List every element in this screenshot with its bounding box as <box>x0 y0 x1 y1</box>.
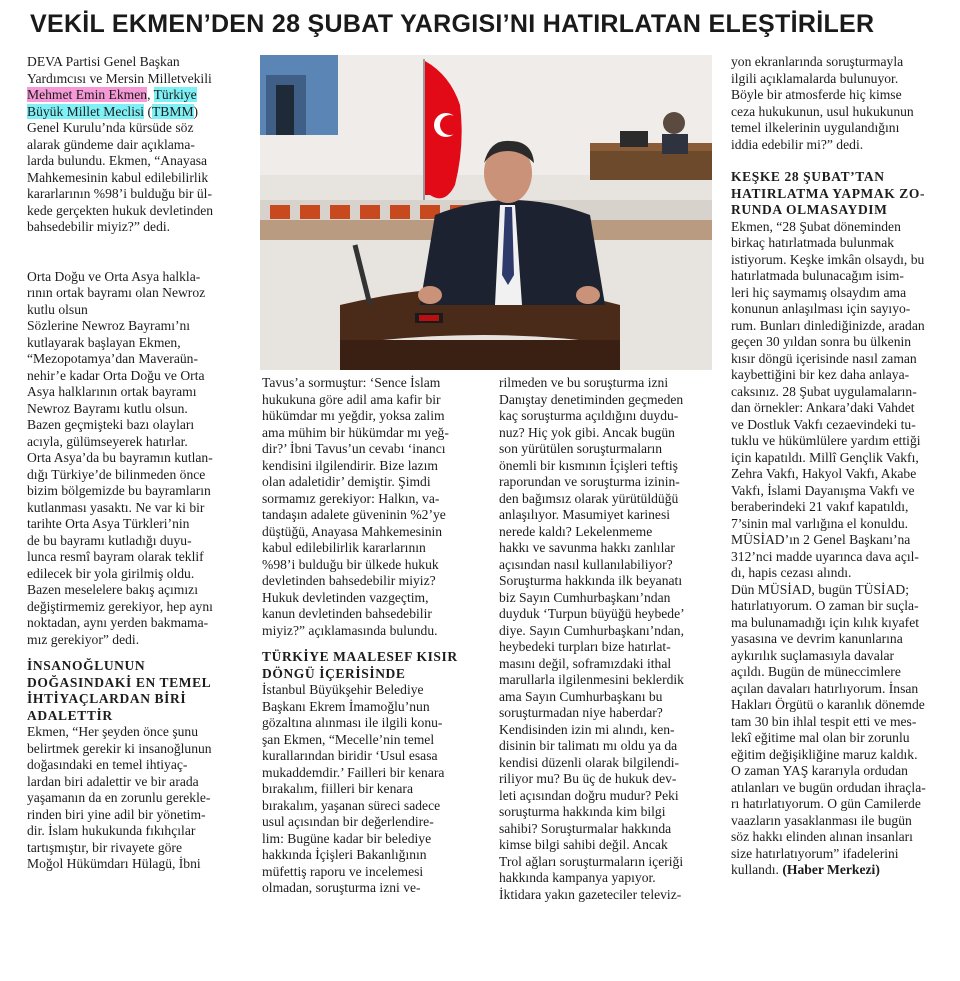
text-line: den bağımsız olarak yürütüldüğü <box>499 490 679 506</box>
text-line: sormamız gerekiyor: Halkın, va- <box>262 490 440 506</box>
closing-text: kullandı. <box>731 862 783 877</box>
investigation-paragraph <box>499 375 721 903</box>
text-line: yaşamanın da en zorunlu gerekle- <box>27 790 211 805</box>
text-line: masını değil, soframızdaki ithal <box>499 655 672 671</box>
parliament-speech-illustration <box>260 55 712 370</box>
text-line: doğasındaki en temel ihtiyaç- <box>27 757 188 772</box>
text-line: DEVA Partisi Genel Başkan <box>27 54 180 69</box>
text-line: beraberindeki 21 vakıf kapatıldı, <box>731 499 909 514</box>
text-line: Bazen meselelere bakış açımızı <box>27 582 198 597</box>
tbmm-abbr-highlight: TBMM <box>152 103 194 119</box>
text-line: bırakalım, yaşanan süreci sadece <box>262 797 441 813</box>
text-line: Ekmen, “28 Şubat döneminden <box>731 218 901 234</box>
subhead-cycle <box>262 649 484 682</box>
text-line: soruşturmadan niye haberdar? <box>499 705 663 720</box>
text-line: biz Sayın Cumhurbaşkanı’ndan <box>499 589 671 605</box>
text-line: aykırılık suçlamasıyla davalar <box>731 647 895 663</box>
text-line: hükümdar mı yeğdir, yoksa zalim <box>262 408 445 423</box>
text-line: kaç soruşturma açıldığını duydu- <box>499 408 679 423</box>
text-line: Orta Asya’da bu bayramın kutlan- <box>27 450 213 465</box>
text-line: kanun devletinden bahsedebilir <box>262 606 432 621</box>
text-line: rı hatırlatıyorum. O gün Camilerde <box>731 796 921 811</box>
text-line: kutlayarak başlayan Ekmen, <box>27 334 181 350</box>
text-line: bahsedebilir miyiz?” dedi. <box>27 219 171 234</box>
text-line: belirtmek gerekir ki insanoğlunun <box>27 740 212 756</box>
text-line: nerede kaldı? Lekelenmeme <box>499 523 653 539</box>
text-line: sahibi? Soruşturmalar hakkında <box>499 820 672 836</box>
text-line: İstanbul Büyükşehir Belediye <box>262 682 424 697</box>
text-line: edilecek bir yola girilmiş oldu. <box>27 565 195 581</box>
text-line: de bu bayramı kutladığı duyu- <box>27 532 192 548</box>
text-line: leti açısından doğru mudur? Peki <box>499 787 679 803</box>
text-line: kendisi düzenli olarak bilgilendi- <box>499 754 680 770</box>
text-line: riliyor mu? Bu üç de hukuk dev- <box>499 771 677 786</box>
text-line: Trol ağları soruşturmaların içeriği <box>499 853 684 869</box>
text-line: yon ekranlarında soruşturmayla <box>731 54 904 69</box>
text-line: acıyla, gülümseyerek hatırlar. <box>27 433 188 449</box>
text-line: Ekmen, “Her şeyden önce şunu <box>27 724 198 739</box>
28-subat-paragraph <box>731 219 955 863</box>
text-line: raporundan ve soruşturma izinin- <box>499 474 680 489</box>
text-line: Başkanı Ekrem İmamoğlu’nun <box>262 698 430 714</box>
text-line: temel ilkelerinin uygulandığını <box>731 120 900 135</box>
text-line: dığı Türkiye’de bilinmeden önce <box>27 466 206 482</box>
text-line: hatırlatıyorum. O zaman bir suçla- <box>731 598 919 613</box>
text-line: konunun anlaşılması için sayıyo- <box>731 301 911 316</box>
headline: VEKİL EKMEN’DEN 28 ŞUBAT YARGISI’NI HATIRLATAN ELEŞTİRİLER <box>30 10 875 38</box>
justice-paragraph <box>27 724 249 873</box>
text-line: eğitim değişikliğine maruz kaldık. <box>731 746 918 762</box>
text-line: hakkında kampanya yapıyor. <box>499 870 656 885</box>
text-line: vaazların yasaklanması ile bugün <box>731 812 912 828</box>
text-line: Vakfı, İslami Dayanışma Vakfı ve <box>731 482 915 498</box>
text-line: olmadan, soruşturma izni ve- <box>262 880 421 895</box>
text-line: Moğol Hükümdarı Hülagü, İbni <box>27 856 201 871</box>
newroz-paragraph <box>27 269 249 649</box>
text-line: kimse bilgi sahibi değil. Ancak <box>499 837 668 852</box>
text-line: size hatırlatıyorum” ifadelerini <box>731 845 899 861</box>
text-line: tarihte Orta Asya Türkleri’nin <box>27 516 190 531</box>
text-line: O zaman YAŞ kararıyla ordudan <box>731 763 908 778</box>
text-line: Newroz Bayramı kutlu olsun. <box>27 400 188 416</box>
text-line: Dün MÜSİAD, bugün TÜSİAD; <box>731 581 909 597</box>
text-line: ma bulunamadığı için kılık kıyafet <box>731 614 920 630</box>
intro-rest-paragraph <box>27 120 249 236</box>
column-2 <box>262 375 484 897</box>
text-line: iddia edebilir mi?” dedi. <box>731 136 864 152</box>
text-line: 312’nci madde uyarınca dava açıl- <box>731 548 919 564</box>
text-line: dir. İslam hukukunda fıkıhçılar <box>27 823 196 838</box>
text-line: lunca resmî bayram olarak teklif <box>27 549 204 564</box>
text-line: lardan biri adalettir ve bir arada <box>27 773 199 789</box>
tbmm-highlight-1: Türkiye <box>153 87 197 102</box>
text-line: kabul edilebilirlik kararlarının <box>262 540 426 555</box>
text-line: dir?’ İbni Tavus’un cevabı ‘inancı <box>262 441 446 456</box>
text-line: ceza hukukunun, usul hukukunun <box>731 103 914 119</box>
text-line: Yardımcısı ve Mersin Milletvekili <box>27 70 212 86</box>
text-line: Mahkemesinin kabul edilebilirlik <box>27 169 209 185</box>
text-line: kaybettiğini bir kez daha anlaya- <box>731 367 910 382</box>
text-line: şan Ekmen, “Mecelle’nin temel <box>262 731 435 747</box>
text-line: miyiz?” açıklamasında bulundu. <box>262 622 438 638</box>
text-line: TÜRKİYE MAALESEF KISIR <box>262 649 458 664</box>
text-line: Sözlerine Newroz Bayramı’nı <box>27 318 191 333</box>
text-line: istiyorum. Keşke imkân olsaydı, bu <box>731 251 925 267</box>
text-line: ilgili açıklamalarda bulunuyor. <box>731 70 899 86</box>
text-line: Hakları Örgütü o karanlık dönemde <box>731 697 925 712</box>
text-line: İHTİYAÇLARDAN BİRİ <box>27 691 187 706</box>
text-line: nehir’e kadar Orta Doğu ve Orta <box>27 367 205 383</box>
text-line: değiştirmemiz gerekiyor, hep aynı <box>27 598 213 614</box>
text-line: Orta Doğu ve Orta Asya halkla- <box>27 268 201 284</box>
text-line: alarak gündeme dair açıklama- <box>27 136 195 152</box>
text-line: rum. Bunları dinlediğinizde, aradan <box>731 317 925 333</box>
text-line: Hukuk devletinden vazgeçtim, <box>262 589 429 605</box>
text-line: kendisini ilgilendirir. Bize lazım <box>262 457 438 473</box>
atmosphere-paragraph <box>731 54 955 153</box>
text-line: lekî eğitime mal olan bir zorunlu <box>731 730 910 745</box>
text-line: diye. Sayın Cumhurbaşkanı’ndan, <box>499 622 684 638</box>
text-line: KEŞKE 28 ŞUBAT’TAN <box>731 169 885 184</box>
subhead-28-subat <box>731 169 955 219</box>
text-line: için kapatıldı. Millî Gençlik Vakfı, <box>731 449 919 465</box>
text-line: ama mühim bir hükümdar mı yeğ- <box>262 424 449 440</box>
hulagu-paragraph <box>262 375 484 639</box>
text-line: Zehra Vakfı, Hakyol Vakfı, Akabe <box>731 466 917 481</box>
text-line: birkaç hatırlatmada bulunmak <box>731 235 895 250</box>
text-line: 7’sinin mal varlığına el konuldu. <box>731 515 909 531</box>
text-line: İktidara yakın gazeteciler televiz- <box>499 886 682 902</box>
text-line: Bazen geçmişteki bazı olayları <box>27 417 195 432</box>
text-line: Böyle bir atmosferde hiç kimse <box>731 87 902 102</box>
text-line: “Mezopotamya’dan Maveraün- <box>27 351 198 366</box>
imamoglu-paragraph <box>262 682 484 897</box>
text-line: HATIRLATMA YAPMAK ZO- <box>731 185 926 201</box>
text-line: tam 30 bin ihlal tespit etti ve mes- <box>731 713 917 729</box>
text-line: atılanları ve bugün ordudan ihraçla- <box>731 779 926 795</box>
credit: (Haber Merkezi) <box>782 862 880 877</box>
text-line: hakkında İçişleri Bakanlığının <box>262 847 427 862</box>
text-line: rinden biri yine adil bir yönetim- <box>27 806 206 822</box>
text-line: DOĞASINDAKİ EN TEMEL <box>27 674 212 690</box>
subhead-justice <box>27 658 249 724</box>
text-line: son yürütülen soruşturmaların <box>499 441 663 456</box>
text-line: kurallarından biridir ‘Usul esasa <box>262 748 438 763</box>
comma: , <box>147 87 151 102</box>
text-line: söz hakkı elinden alınan insanları <box>731 829 913 844</box>
text-line: Tavus’a sormuştur: ‘Sence İslam <box>262 375 441 390</box>
tbmm-highlight-2: Büyük Millet Meclisi <box>27 103 145 119</box>
text-line: dı, hapis cezası alındı. <box>731 565 852 580</box>
text-line: ve Dostluk Vakfı cezaevindeki tu- <box>731 416 916 432</box>
text-line: ADALETTİR <box>27 707 113 723</box>
text-line: geçen 30 yıldan sonra bu ülkenin <box>731 334 912 349</box>
text-line: mukaddemdir.’ Failleri bir kenara <box>262 764 445 780</box>
closing-line <box>731 862 955 879</box>
text-line: Kendisinden izin mi alındı, ken- <box>499 721 675 737</box>
column-1 <box>27 54 249 873</box>
text-line: gözaltına alınması ile ilgili konu- <box>262 715 443 730</box>
intro-names-line <box>27 87 249 104</box>
text-line: tartışmıştır, bir rivayete göre <box>27 839 182 855</box>
text-line: kutlanması yasaktı. Ne var ki bir <box>27 499 205 515</box>
text-line: hukukuna göre adil ama kafir bir <box>262 391 441 407</box>
text-line: mız gerekiyor” dedi. <box>27 631 140 647</box>
text-line: hatırlatmada bulunacağım isim- <box>731 268 904 283</box>
text-line: hakkı ve savunma hakkı zanlılar <box>499 540 675 555</box>
text-line: rilmeden ve bu soruşturma izni <box>499 375 669 390</box>
text-line: tandaşın adalete güveninin %2’ye <box>262 507 446 522</box>
text-line: açısından nasıl kullanılabiliyor? <box>499 556 673 572</box>
text-line: DÖNGÜ İÇERİSİNDE <box>262 665 406 681</box>
person-name-highlight: Mehmet Emin Ekmen <box>27 87 148 102</box>
text-line: Soruşturma hakkında ilk beyanatı <box>499 573 683 588</box>
text-line: açıldı. Bugün de müneccimlere <box>731 664 901 679</box>
text-line: MÜSİAD’ın 2 Genel Başkanı’na <box>731 532 911 547</box>
text-line: olan adaletidir’ demiştir. Şimdi <box>262 474 431 489</box>
speaker-photo <box>260 55 712 370</box>
intro-paragraph <box>27 54 249 87</box>
column-3 <box>499 375 721 903</box>
text-line: larda bulundu. Ekmen, “Anayasa <box>27 153 208 168</box>
text-line: bırakalım, fiilleri bir kenara <box>262 781 413 796</box>
text-line: devletinden bahsedebilir miyiz? <box>262 573 436 588</box>
text-line: kede gerçekten hukuk devletinden <box>27 202 214 218</box>
text-line: Asya halklarının ortak bayramı <box>27 384 197 399</box>
text-line: duyduk ‘Turpun büyüğü heybede’ <box>499 606 685 621</box>
text-line: kararlarının %98’i bulduğu bir ül- <box>27 186 212 201</box>
text-line: bizim bölgemizde bu bayramların <box>27 483 211 498</box>
text-line: İNSANOĞLUNUN <box>27 658 146 673</box>
text-line: yasasına ve devrim kanunlarına <box>731 631 903 646</box>
text-line: kutlu olsun <box>27 301 88 317</box>
text-line: caksınız. 28 Şubat uygulamaların- <box>731 383 917 399</box>
text-line: %98’i bulduğu bir ülkede hukuk <box>262 556 439 572</box>
text-line: dan örnekler: Ankara’daki Vahdet <box>731 400 915 415</box>
text-line: müfettiş raporu ve incelemesi <box>262 863 424 879</box>
intro-names-line-2 <box>27 104 249 121</box>
text-line: önemli bir kısmının İçişleri teftiş <box>499 457 678 473</box>
paren-open: ( <box>144 103 152 119</box>
text-line: RUNDA OLMASAYDIM <box>731 202 888 217</box>
text-line: düştüğü, Anayasa Mahkemesinin <box>262 523 443 539</box>
text-line: lim: Bugüne kadar bir belediye <box>262 830 432 846</box>
text-line: usul açısından bir değerlendire- <box>262 814 434 829</box>
text-line: leri hiç saymamış olsaydım ama <box>731 284 907 300</box>
text-line: rının ortak bayramı olan Newroz <box>27 285 206 300</box>
text-line: heybedeki turpları bize hatırlat- <box>499 639 671 654</box>
column-4 <box>731 54 955 879</box>
text-line: kısır döngü içerisinde nasıl zaman <box>731 350 917 366</box>
text-line: noktadan, aynı yerden bakmama- <box>27 615 209 630</box>
paren-close: ) <box>193 103 199 119</box>
text-line: Genel Kurulu’nda kürsüde söz <box>27 120 194 135</box>
text-line: anlaşılıyor. Masumiyet karinesi <box>499 507 671 522</box>
text-line: tuklu ve hükümlülere yardım ettiği <box>731 433 921 448</box>
text-line: disinin bir talimatı mı oldu ya da <box>499 738 678 753</box>
text-line: nuz? Hiç yok gibi. Ancak bugün <box>499 424 675 440</box>
text-line: açılan davaları hatırlıyorum. İnsan <box>731 680 919 696</box>
text-line: marullarla ilgilenmesini beklerdik <box>499 672 684 687</box>
text-line: Danıştay denetiminden geçmeden <box>499 391 684 407</box>
text-line: soruşturma hakkında kim bilgi <box>499 804 666 819</box>
text-line: ama Sayın Cumhurbaşkanı bu <box>499 688 663 704</box>
